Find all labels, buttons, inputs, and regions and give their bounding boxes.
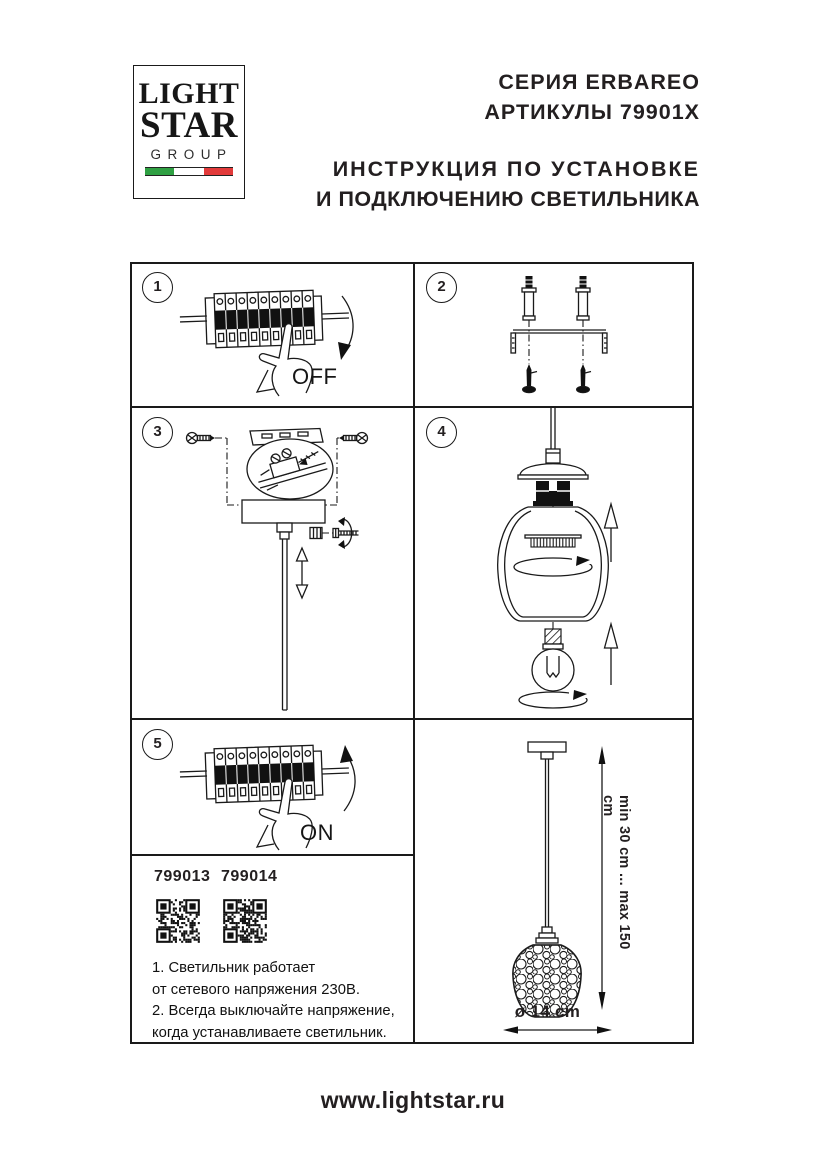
instruction-title-line2: И ПОДКЛЮЧЕНИЮ СВЕТИЛЬНИКА bbox=[316, 187, 700, 211]
terminal-block-detail bbox=[247, 439, 333, 499]
mounting-bracket-icon bbox=[511, 330, 607, 353]
step-5-badge: 5 bbox=[142, 729, 173, 760]
off-label: OFF bbox=[292, 364, 338, 389]
canopy-box bbox=[242, 500, 325, 523]
height-range-label: min 30 cm ... max 150 cm bbox=[600, 795, 632, 950]
step-3-badge: 3 bbox=[142, 417, 173, 448]
logo-word-star: STAR bbox=[140, 105, 238, 146]
step-1-badge: 1 bbox=[142, 272, 173, 303]
wall-anchors-illustration bbox=[414, 262, 694, 406]
lightstar-logo bbox=[133, 65, 245, 199]
flag-green bbox=[145, 168, 174, 175]
website-url: www.lightstar.ru bbox=[320, 1087, 506, 1113]
canopy-mounting-illustration bbox=[130, 407, 414, 718]
logo-word-light: LIGHT bbox=[138, 77, 240, 110]
step-5-cell bbox=[130, 719, 414, 854]
step-4-cell bbox=[414, 407, 694, 718]
step-2-cell bbox=[414, 262, 694, 406]
breaker-panel-on-illustration bbox=[130, 719, 414, 854]
pendant-lamp-illustration bbox=[414, 719, 694, 1044]
qr-code-799013 bbox=[152, 895, 204, 947]
header-titles bbox=[316, 67, 700, 214]
arrow-up-icon bbox=[340, 745, 355, 811]
step-3-cell bbox=[130, 407, 414, 718]
note-line-3: 2. Всегда выключайте напряжение, bbox=[152, 1003, 395, 1019]
articles-title: АРТИКУЛЫ 79901X bbox=[484, 100, 700, 124]
diameter-label: ø 14 cm bbox=[514, 1002, 581, 1021]
shade-and-bulb-illustration bbox=[414, 407, 694, 718]
step-2-badge: 2 bbox=[426, 272, 457, 303]
article-number-1: 799013 bbox=[154, 868, 211, 885]
safety-notes bbox=[152, 958, 408, 1044]
qr-code-799014 bbox=[219, 895, 271, 947]
step-1-cell bbox=[130, 262, 414, 406]
italian-flag-stripe bbox=[145, 167, 233, 176]
logo-word-group: GROUP bbox=[150, 147, 233, 162]
flag-white bbox=[174, 168, 203, 175]
step-4-badge: 4 bbox=[426, 417, 457, 448]
flag-red bbox=[204, 168, 233, 175]
pendant-dimensions-cell bbox=[414, 719, 694, 1044]
note-line-4: когда устанавливаете светильник. bbox=[152, 1024, 387, 1041]
light-bulb-icon bbox=[532, 629, 574, 691]
articles-cell bbox=[130, 855, 414, 1044]
adjust-height-arrow-icon bbox=[297, 548, 308, 598]
socket-icon bbox=[518, 464, 588, 506]
article-number-2: 799014 bbox=[221, 868, 278, 885]
screw-icon bbox=[523, 364, 592, 393]
arrow-down-icon bbox=[338, 296, 353, 360]
instruction-title-line1: ИНСТРУКЦИЯ ПО УСТАНОВКЕ bbox=[332, 157, 700, 181]
on-label: ON bbox=[300, 820, 334, 845]
arrow-up-icon bbox=[605, 624, 618, 685]
series-title: СЕРИЯ ERBAREO bbox=[498, 70, 700, 94]
note-line-2: от сетевого напряжения 230В. bbox=[152, 981, 360, 998]
diameter-dimension-arrow bbox=[503, 1026, 612, 1033]
ceiling-plate bbox=[528, 742, 566, 752]
note-line-1: 1. Светильник работает bbox=[152, 960, 316, 976]
wall-anchor-icon bbox=[522, 276, 590, 320]
breaker-panel-off-illustration bbox=[130, 262, 414, 406]
